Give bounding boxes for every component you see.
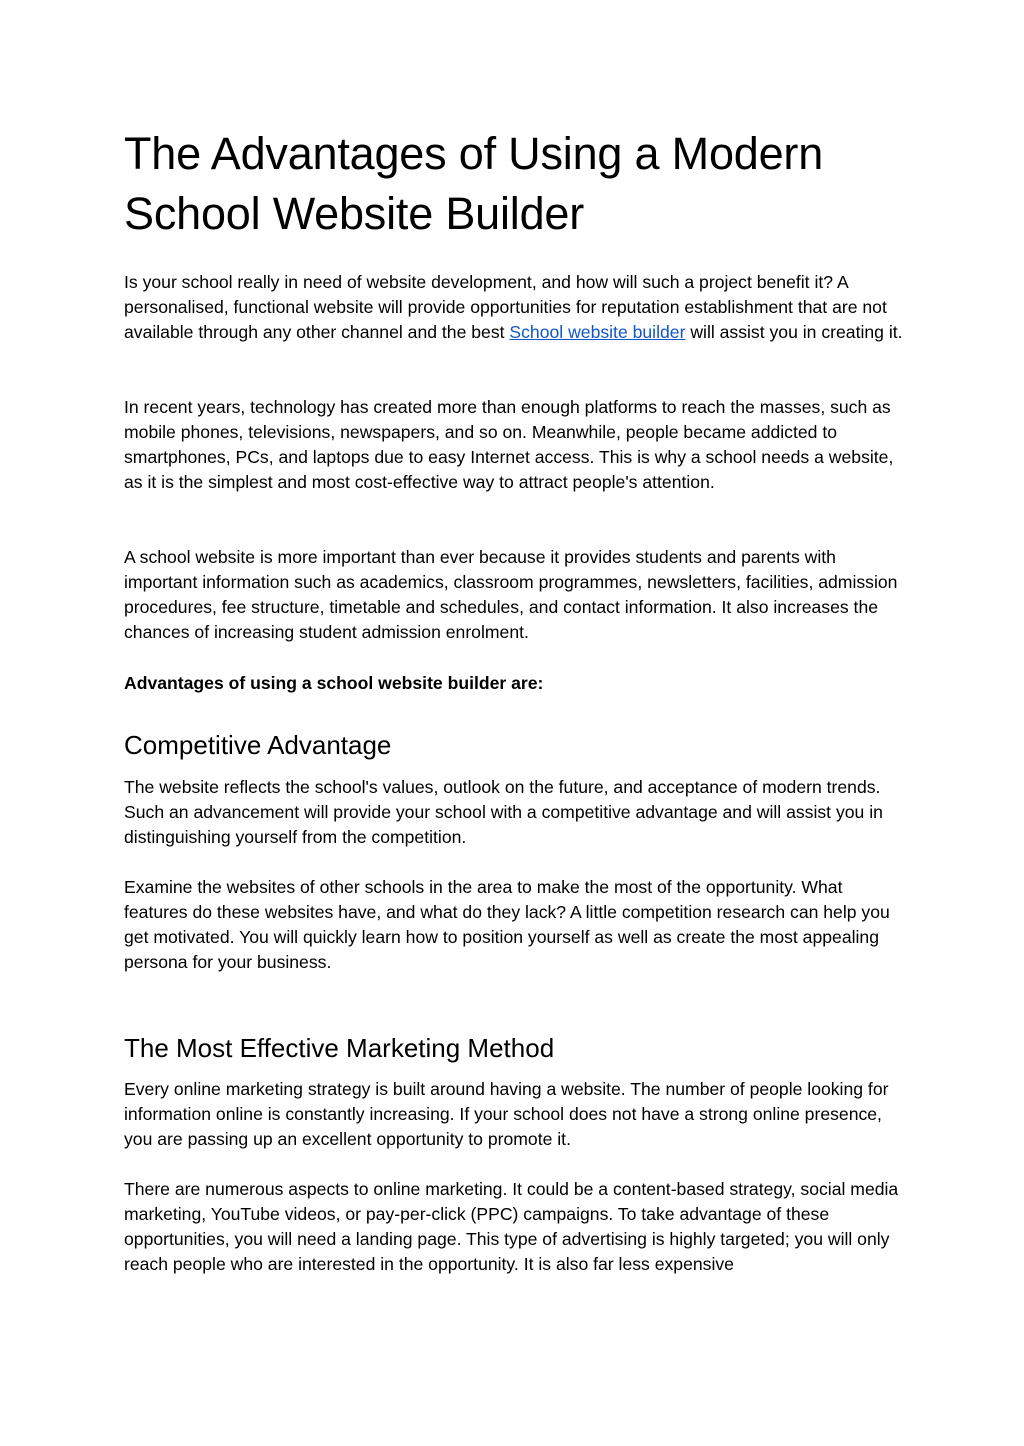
school-website-importance-paragraph: A school website is more important than ever because it provides students and parents with important information such as academics, classroom programmes, newsletters, facilities, admission procedures, fee structure, timetable and schedules, and contact information. It also increases the chances of increasing student admission enrolment. [124,547,898,642]
page-title: The Advantages of Using a Modern School Website Builder [124,128,824,239]
intro-paragraph [124,270,904,345]
competitive-advantage-paragraph-2: Examine the websites of other schools in the area to make the most of the opportunity. What features do these websites have, and what do they lack? A little competition research can help you get motivated. You will quickly learn how to position yourself as well as create the most appealing persona for your business. [124,877,890,972]
section-heading-competitive-advantage: Competitive Advantage [124,730,392,760]
marketing-method-paragraph-2: There are numerous aspects to online marketing. It could be a content-based strategy, social media marketing, YouTube videos, or pay-per-click (PPC) campaigns. To take advantage of these opportunities, you will need a landing page. This type of advertising is highly targeted; you will only reach people who are interested in the opportunity. It is also far less expensive [124,1179,899,1274]
school-website-builder-link[interactable]: School website builder [509,322,686,342]
section-heading-marketing-method: The Most Effective Marketing Method [124,1033,555,1063]
advantages-lead: Advantages of using a school website builder are: [124,673,544,693]
competitive-advantage-paragraph-1: The website reflects the school's values, outlook on the future, and acceptance of modern trends. Such an advancement will provide your school with a competitive advantage and will assist you in distinguishing yourself from the competition. [124,777,883,847]
intro-text-after-link: will assist you in creating it. [685,322,903,342]
marketing-method-paragraph-1: Every online marketing strategy is built around having a website. The number of people looking for information online is constantly increasing. If your school does not have a strong online presence, you are passing up an excellent opportunity to promote it. [124,1079,889,1149]
intro-text-before-link: Is your school really in need of website development, and how will such a project benefit it? A personalised, functional website will provide opportunities for reputation establishment that are not available through any other channel and the best [124,272,887,342]
technology-paragraph: In recent years, technology has created more than enough platforms to reach the masses, such as mobile phones, televisions, newspapers, and so on. Meanwhile, people became addicted to smartphones, PCs, and laptops due to easy Internet access. This is why a school needs a website, as it is the simplest and most cost-effective way to attract people's attention. [124,397,894,492]
